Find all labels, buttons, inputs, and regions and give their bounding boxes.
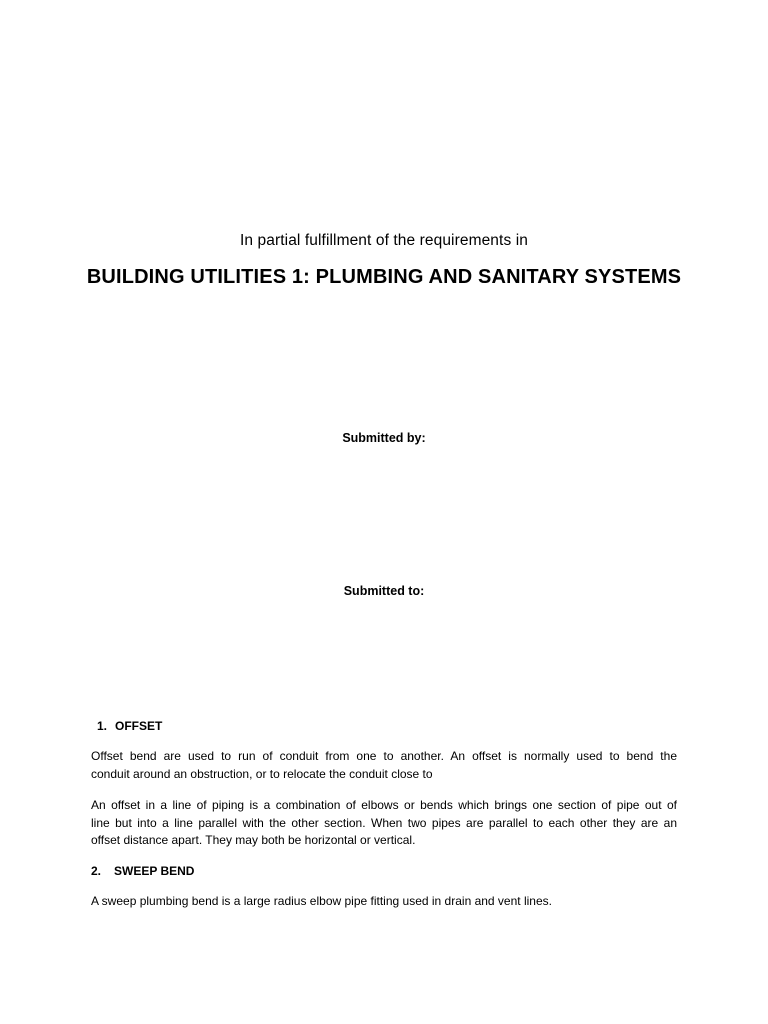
paragraph-line: Offset bend are used to run of conduit from one to another. An offset is normally used to bend the bbox=[91, 749, 677, 763]
section-number: 1. bbox=[97, 719, 108, 733]
paragraph bbox=[91, 797, 677, 850]
intro-line: In partial fulfillment of the requirements in bbox=[240, 232, 528, 249]
section-heading-sweep-bend bbox=[91, 864, 194, 878]
paragraph-line: conduit around an obstruction, or to relocate the conduit close to bbox=[91, 766, 433, 781]
submitted-by-label: Submitted by: bbox=[342, 431, 426, 445]
submitted-to-label: Submitted to: bbox=[343, 584, 425, 598]
section-title: OFFSET bbox=[115, 719, 163, 733]
paragraph-line: line but into a line parallel with the other section. When two pipes are parallel to each other they are an bbox=[91, 815, 677, 830]
paragraph-line: offset distance apart. They may both be horizontal or vertical. bbox=[91, 833, 416, 847]
section-title: SWEEP BEND bbox=[114, 864, 195, 878]
section-heading-offset bbox=[97, 719, 162, 733]
section-number: 2. bbox=[91, 864, 102, 878]
paragraph-line: A sweep plumbing bend is a large radius elbow pipe fitting used in drain and vent lines. bbox=[91, 894, 552, 908]
paragraph bbox=[91, 893, 677, 911]
course-title: BUILDING UTILITIES 1: PLUMBING AND SANITARY SYSTEMS bbox=[86, 266, 682, 288]
paragraph-line: An offset in a line of piping is a combination of elbows or bends which brings one section of pipe out of bbox=[91, 798, 677, 812]
paragraph bbox=[91, 748, 677, 783]
